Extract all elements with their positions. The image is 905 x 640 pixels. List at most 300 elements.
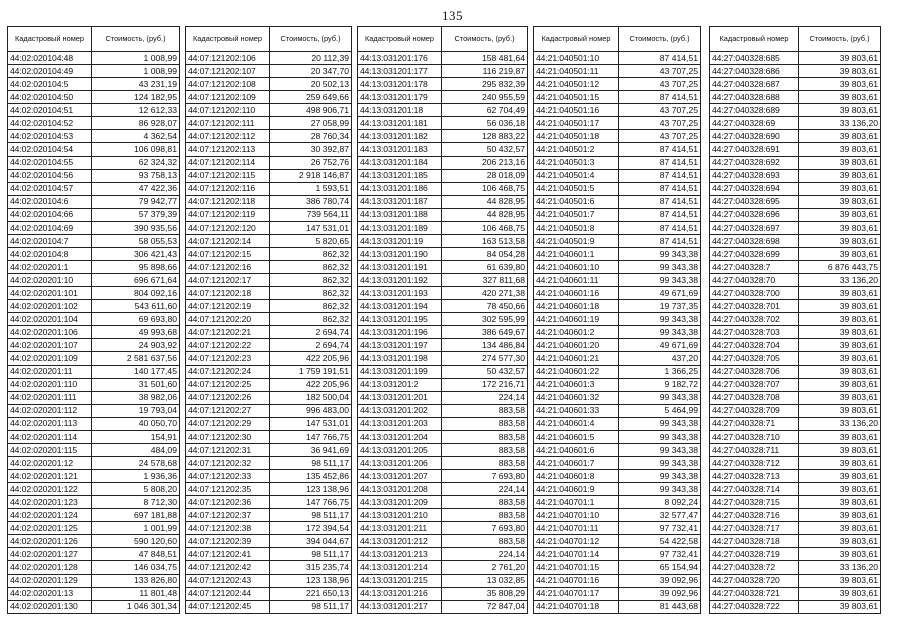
- table-row: [8, 156, 180, 169]
- cost-cell: 43 707,25: [619, 130, 701, 143]
- table-row: [8, 143, 180, 156]
- cadastral-number-cell: 44:07:121202:17: [186, 274, 270, 287]
- table-row: [8, 78, 180, 91]
- cost-cell: 99 343,38: [619, 247, 701, 260]
- header-cost: Стоимость, (руб.): [92, 27, 180, 52]
- cadastral-number-cell: 44:07:121202:18: [186, 287, 270, 300]
- cost-cell: 50 432,57: [442, 143, 528, 156]
- cost-cell: 39 803,61: [799, 600, 881, 613]
- cadastral-number-cell: 44:13:031201:188: [358, 208, 442, 221]
- cadastral-number-cell: 44:27:040328:718: [710, 535, 799, 548]
- cadastral-number-cell: 44:27:040328:686: [710, 65, 799, 78]
- cadastral-number-cell: 44:13:031201:212: [358, 535, 442, 548]
- table-row: [358, 600, 528, 613]
- cadastral-number-cell: 44:27:040328:713: [710, 470, 799, 483]
- cadastral-number-cell: 44:21:040601:3: [534, 378, 619, 391]
- table-row: [8, 221, 180, 234]
- cost-cell: 5 820,65: [270, 234, 352, 247]
- table-row: [358, 443, 528, 456]
- cadastral-number-cell: 44:21:040701:18: [534, 600, 619, 613]
- cadastral-number-cell: 44:13:031201:203: [358, 417, 442, 430]
- cadastral-number-cell: 44:13:031201:210: [358, 509, 442, 522]
- table-row: [534, 208, 701, 221]
- cadastral-number-cell: 44:21:040601:7: [534, 456, 619, 469]
- cost-cell: 306 421,43: [92, 247, 180, 260]
- table-row: [358, 404, 528, 417]
- table-row: [534, 274, 701, 287]
- cost-cell: 44 828,95: [442, 208, 528, 221]
- cadastral-number-cell: 44:02:020201:112: [8, 404, 92, 417]
- cadastral-number-cell: 44:07:121202:14: [186, 234, 270, 247]
- table-row: [534, 247, 701, 260]
- cost-cell: 163 513,58: [442, 234, 528, 247]
- cadastral-number-cell: 44:21:040501:5: [534, 182, 619, 195]
- cost-cell: 97 732,41: [619, 548, 701, 561]
- table-row: [186, 430, 352, 443]
- cost-cell: 2 694,74: [270, 326, 352, 339]
- cost-cell: 39 803,61: [799, 78, 881, 91]
- cadastral-number-cell: 44:21:040501:4: [534, 169, 619, 182]
- table-row: [534, 561, 701, 574]
- cost-cell: 35 808,29: [442, 587, 528, 600]
- table-row: [534, 391, 701, 404]
- cadastral-number-cell: 44:27:040328:697: [710, 221, 799, 234]
- cadastral-number-cell: 44:02:020104:51: [8, 104, 92, 117]
- cadastral-number-cell: 44:02:020201:127: [8, 548, 92, 561]
- cost-cell: 420 271,38: [442, 287, 528, 300]
- cost-cell: 123 138,96: [270, 483, 352, 496]
- table-row: [358, 574, 528, 587]
- cost-cell: 39 803,61: [799, 247, 881, 260]
- cost-cell: 99 343,38: [619, 417, 701, 430]
- cadastral-number-cell: 44:13:031201:214: [358, 561, 442, 574]
- table-row: [710, 261, 881, 274]
- cost-cell: 39 803,61: [799, 208, 881, 221]
- cadastral-number-cell: 44:02:020201:123: [8, 496, 92, 509]
- cost-cell: 274 577,30: [442, 352, 528, 365]
- header-cost: Стоимость, (руб.): [799, 27, 881, 52]
- cadastral-number-cell: 44:07:121202:22: [186, 339, 270, 352]
- cost-cell: 158 481,64: [442, 52, 528, 65]
- cadastral-number-cell: 44:27:040328:710: [710, 430, 799, 443]
- cost-cell: 106 098,81: [92, 143, 180, 156]
- cadastral-number-cell: 44:07:121202:119: [186, 208, 270, 221]
- table-row: [186, 365, 352, 378]
- cadastral-number-cell: 44:02:020201:107: [8, 339, 92, 352]
- cost-cell: 39 092,96: [619, 587, 701, 600]
- cost-cell: 7 693,80: [442, 470, 528, 483]
- cost-cell: 39 803,61: [799, 221, 881, 234]
- cost-cell: 996 483,00: [270, 404, 352, 417]
- table-row: [8, 313, 180, 326]
- cadastral-number-cell: 44:07:121202:16: [186, 261, 270, 274]
- cost-cell: 386 780,74: [270, 195, 352, 208]
- cost-cell: 99 343,38: [619, 483, 701, 496]
- table-row: [534, 574, 701, 587]
- cadastral-number-cell: 44:27:040328:701: [710, 300, 799, 313]
- cost-cell: 97 732,41: [619, 522, 701, 535]
- cost-cell: 6 876 443,75: [799, 261, 881, 274]
- cost-cell: 1 008,99: [92, 52, 180, 65]
- cost-cell: 87 414,51: [619, 91, 701, 104]
- table-row: [186, 156, 352, 169]
- table-row: [186, 274, 352, 287]
- cadastral-number-cell: 44:13:031201:181: [358, 117, 442, 130]
- cadastral-number-cell: 44:07:121202:33: [186, 470, 270, 483]
- cost-cell: 224,14: [442, 483, 528, 496]
- cost-cell: 86 928,07: [92, 117, 180, 130]
- table-row: [534, 509, 701, 522]
- cadastral-number-cell: 44:27:040328:707: [710, 378, 799, 391]
- cadastral-number-cell: 44:27:040328:712: [710, 456, 799, 469]
- cadastral-number-cell: 44:07:121202:112: [186, 130, 270, 143]
- cost-cell: 39 803,61: [799, 404, 881, 417]
- cadastral-number-cell: 44:07:121202:32: [186, 456, 270, 469]
- cost-cell: 883,58: [442, 417, 528, 430]
- cadastral-number-cell: 44:21:040601:10: [534, 261, 619, 274]
- cadastral-table: [357, 26, 528, 614]
- table-row: [186, 117, 352, 130]
- cost-cell: 47 422,36: [92, 182, 180, 195]
- cadastral-number-cell: 44:21:040601:19: [534, 313, 619, 326]
- cost-cell: 24 578,68: [92, 456, 180, 469]
- table-row: [358, 587, 528, 600]
- cost-cell: 20 347,70: [270, 65, 352, 78]
- table-row: [358, 365, 528, 378]
- table-row: [186, 313, 352, 326]
- cadastral-number-cell: 44:21:040501:17: [534, 117, 619, 130]
- cadastral-number-cell: 44:21:040501:7: [534, 208, 619, 221]
- cost-cell: 862,32: [270, 300, 352, 313]
- header-cadastral-number: Кадастровый номер: [8, 27, 92, 52]
- cadastral-number-cell: 44:13:031201:206: [358, 456, 442, 469]
- cost-cell: 54 422,58: [619, 535, 701, 548]
- cost-cell: 39 803,61: [799, 143, 881, 156]
- table-row: [358, 117, 528, 130]
- cost-cell: 172 216,71: [442, 378, 528, 391]
- cadastral-number-cell: 44:13:031201:178: [358, 78, 442, 91]
- table-row: [534, 261, 701, 274]
- cadastral-number-cell: 44:02:020201:13: [8, 587, 92, 600]
- cost-cell: 696 671,64: [92, 274, 180, 287]
- table-row: [8, 456, 180, 469]
- cost-cell: 33 136,20: [799, 417, 881, 430]
- table-row: [186, 52, 352, 65]
- cadastral-number-cell: 44:13:031201:207: [358, 470, 442, 483]
- cost-cell: 20 502,13: [270, 78, 352, 91]
- cost-cell: 39 803,61: [799, 391, 881, 404]
- cost-cell: 883,58: [442, 443, 528, 456]
- table-header-row: [358, 27, 528, 52]
- table-row: [710, 247, 881, 260]
- cadastral-number-cell: 44:27:040328:722: [710, 600, 799, 613]
- cost-cell: 39 803,61: [799, 287, 881, 300]
- table-row: [534, 104, 701, 117]
- table-row: [8, 339, 180, 352]
- table-row: [8, 208, 180, 221]
- table-row: [710, 208, 881, 221]
- cost-cell: 99 343,38: [619, 261, 701, 274]
- cost-cell: 33 136,20: [799, 117, 881, 130]
- cost-cell: 39 803,61: [799, 548, 881, 561]
- cost-cell: 43 707,25: [619, 104, 701, 117]
- cadastral-number-cell: 44:21:040701:12: [534, 535, 619, 548]
- cost-cell: 883,58: [442, 535, 528, 548]
- table-row: [8, 561, 180, 574]
- cost-cell: 39 803,61: [799, 91, 881, 104]
- cost-cell: 87 414,51: [619, 156, 701, 169]
- cost-cell: 862,32: [270, 313, 352, 326]
- cost-cell: 240 955,59: [442, 91, 528, 104]
- table-row: [358, 195, 528, 208]
- table-row: [358, 483, 528, 496]
- cadastral-number-cell: 44:07:121202:116: [186, 182, 270, 195]
- cadastral-number-cell: 44:27:040328:688: [710, 91, 799, 104]
- cadastral-number-cell: 44:07:121202:38: [186, 522, 270, 535]
- table-row: [358, 78, 528, 91]
- table-row: [186, 78, 352, 91]
- cost-cell: 116 219,87: [442, 65, 528, 78]
- cadastral-number-cell: 44:27:040328:698: [710, 234, 799, 247]
- table-row: [358, 52, 528, 65]
- cadastral-number-cell: 44:13:031201:208: [358, 483, 442, 496]
- cost-cell: 224,14: [442, 391, 528, 404]
- table-row: [358, 313, 528, 326]
- cadastral-number-cell: 44:13:031201:176: [358, 52, 442, 65]
- cadastral-number-cell: 44:13:031201:195: [358, 313, 442, 326]
- cost-cell: 739 564,11: [270, 208, 352, 221]
- table-row: [710, 574, 881, 587]
- cadastral-number-cell: 44:21:040601:8: [534, 470, 619, 483]
- cost-cell: 39 803,61: [799, 156, 881, 169]
- cost-cell: 69 693,80: [92, 313, 180, 326]
- cadastral-number-cell: 44:21:040701:14: [534, 548, 619, 561]
- cost-cell: 78 450,66: [442, 300, 528, 313]
- cost-cell: 133 826,80: [92, 574, 180, 587]
- cadastral-number-cell: 44:27:040328:705: [710, 352, 799, 365]
- table-row: [358, 261, 528, 274]
- cadastral-number-cell: 44:13:031201:197: [358, 339, 442, 352]
- table-row: [534, 169, 701, 182]
- table-row: [534, 600, 701, 613]
- cost-cell: 1 936,36: [92, 470, 180, 483]
- table-row: [8, 287, 180, 300]
- cadastral-number-cell: 44:27:040328:715: [710, 496, 799, 509]
- cadastral-number-cell: 44:21:040601:18: [534, 300, 619, 313]
- table-row: [186, 587, 352, 600]
- cost-cell: 98 511,17: [270, 548, 352, 561]
- table-row: [534, 156, 701, 169]
- cadastral-number-cell: 44:07:121202:37: [186, 509, 270, 522]
- table-row: [710, 156, 881, 169]
- header-cost: Стоимость, (руб.): [270, 27, 352, 52]
- cadastral-number-cell: 44:27:040328:693: [710, 169, 799, 182]
- table-row: [534, 404, 701, 417]
- cost-cell: 20 112,39: [270, 52, 352, 65]
- cost-cell: 24 903,92: [92, 339, 180, 352]
- cadastral-number-cell: 44:07:121202:118: [186, 195, 270, 208]
- table-row: [186, 483, 352, 496]
- cadastral-number-cell: 44:02:020201:129: [8, 574, 92, 587]
- table-row: [710, 430, 881, 443]
- cost-cell: 49 671,69: [619, 287, 701, 300]
- cost-cell: 327 811,68: [442, 274, 528, 287]
- table-row: [710, 587, 881, 600]
- cadastral-number-cell: 44:13:031201:2: [358, 378, 442, 391]
- cost-cell: 87 414,51: [619, 221, 701, 234]
- cost-cell: 58 055,53: [92, 234, 180, 247]
- table-row: [8, 52, 180, 65]
- cost-cell: 147 766,75: [270, 496, 352, 509]
- cost-cell: 11 801,48: [92, 587, 180, 600]
- cadastral-number-cell: 44:27:040328:714: [710, 483, 799, 496]
- cost-cell: 804 092,16: [92, 287, 180, 300]
- table-row: [8, 300, 180, 313]
- table-row: [186, 456, 352, 469]
- table-row: [186, 417, 352, 430]
- table-row: [186, 195, 352, 208]
- table-row: [358, 470, 528, 483]
- cost-cell: 39 803,61: [799, 52, 881, 65]
- cost-cell: 2 694,74: [270, 339, 352, 352]
- cost-cell: 98 511,17: [270, 600, 352, 613]
- table-row: [358, 326, 528, 339]
- cadastral-number-cell: 44:02:020201:121: [8, 470, 92, 483]
- table-row: [186, 574, 352, 587]
- cadastral-number-cell: 44:21:040701:11: [534, 522, 619, 535]
- table-row: [8, 535, 180, 548]
- table-row: [8, 600, 180, 613]
- cadastral-number-cell: 44:13:031201:205: [358, 443, 442, 456]
- cost-cell: 87 414,51: [619, 208, 701, 221]
- table-row: [534, 456, 701, 469]
- cost-cell: 302 595,99: [442, 313, 528, 326]
- cadastral-number-cell: 44:27:040328:72: [710, 561, 799, 574]
- cost-cell: 39 803,61: [799, 456, 881, 469]
- cadastral-number-cell: 44:13:031201:19: [358, 234, 442, 247]
- table-row: [358, 234, 528, 247]
- cost-cell: 99 343,38: [619, 326, 701, 339]
- table-row: [710, 182, 881, 195]
- cost-cell: 87 414,51: [619, 169, 701, 182]
- table-row: [358, 208, 528, 221]
- cadastral-number-cell: 44:02:020104:66: [8, 208, 92, 221]
- cost-cell: 79 942,77: [92, 195, 180, 208]
- table-row: [534, 535, 701, 548]
- cost-cell: 124 182,95: [92, 91, 180, 104]
- cadastral-number-cell: 44:02:020104:8: [8, 247, 92, 260]
- cadastral-number-cell: 44:02:020104:55: [8, 156, 92, 169]
- cadastral-number-cell: 44:13:031201:185: [358, 169, 442, 182]
- table-row: [710, 365, 881, 378]
- cadastral-number-cell: 44:02:020104:50: [8, 91, 92, 104]
- cadastral-number-cell: 44:13:031201:186: [358, 182, 442, 195]
- table-row: [534, 65, 701, 78]
- cadastral-number-cell: 44:21:040601:22: [534, 365, 619, 378]
- cost-cell: 43 707,25: [619, 65, 701, 78]
- cost-cell: 9 182,72: [619, 378, 701, 391]
- cadastral-number-cell: 44:07:121202:111: [186, 117, 270, 130]
- cadastral-number-cell: 44:13:031201:189: [358, 221, 442, 234]
- cost-cell: 50 432,57: [442, 365, 528, 378]
- cost-cell: 134 486,84: [442, 339, 528, 352]
- table-row: [186, 300, 352, 313]
- cost-cell: 39 803,61: [799, 195, 881, 208]
- table-row: [358, 221, 528, 234]
- table-row: [534, 496, 701, 509]
- cost-cell: 422 205,96: [270, 352, 352, 365]
- table-row: [710, 391, 881, 404]
- cost-cell: 98 511,17: [270, 509, 352, 522]
- cadastral-tables: [0, 26, 905, 640]
- cadastral-number-cell: 44:02:020104:57: [8, 182, 92, 195]
- cadastral-number-cell: 44:07:121202:20: [186, 313, 270, 326]
- table-row: [8, 65, 180, 78]
- table-row: [710, 78, 881, 91]
- cadastral-number-cell: 44:07:121202:106: [186, 52, 270, 65]
- cost-cell: 44 828,95: [442, 195, 528, 208]
- cadastral-number-cell: 44:02:020201:126: [8, 535, 92, 548]
- cost-cell: 123 138,96: [270, 574, 352, 587]
- cost-cell: 36 941,69: [270, 443, 352, 456]
- table-row: [186, 404, 352, 417]
- table-row: [8, 470, 180, 483]
- table-row: [358, 104, 528, 117]
- table-row: [534, 182, 701, 195]
- cost-cell: 87 414,51: [619, 195, 701, 208]
- cadastral-number-cell: 44:13:031201:211: [358, 522, 442, 535]
- table-row: [8, 365, 180, 378]
- cadastral-number-cell: 44:27:040328:690: [710, 130, 799, 143]
- table-row: [710, 496, 881, 509]
- table-row: [710, 104, 881, 117]
- cadastral-number-cell: 44:21:040501:2: [534, 143, 619, 156]
- cadastral-number-cell: 44:21:040501:12: [534, 78, 619, 91]
- cadastral-number-cell: 44:07:121202:24: [186, 365, 270, 378]
- cost-cell: 140 177,45: [92, 365, 180, 378]
- cadastral-number-cell: 44:27:040328:709: [710, 404, 799, 417]
- cadastral-number-cell: 44:27:040328:706: [710, 365, 799, 378]
- table-row: [710, 561, 881, 574]
- table-row: [358, 169, 528, 182]
- table-row: [534, 52, 701, 65]
- table-row: [358, 143, 528, 156]
- cost-cell: 39 803,61: [799, 496, 881, 509]
- cadastral-number-cell: 44:02:020201:12: [8, 456, 92, 469]
- header-cadastral-number: Кадастровый номер: [358, 27, 442, 52]
- cost-cell: 146 034,75: [92, 561, 180, 574]
- table-row: [710, 130, 881, 143]
- cost-cell: 1 046 301,34: [92, 600, 180, 613]
- cost-cell: 147 531,01: [270, 417, 352, 430]
- cadastral-number-cell: 44:02:020201:125: [8, 522, 92, 535]
- table-row: [186, 548, 352, 561]
- cost-cell: 28 018,09: [442, 169, 528, 182]
- cost-cell: 39 803,61: [799, 574, 881, 587]
- table-row: [358, 247, 528, 260]
- cadastral-number-cell: 44:21:040601:21: [534, 352, 619, 365]
- cost-cell: 543 611,60: [92, 300, 180, 313]
- table-row: [186, 143, 352, 156]
- table-row: [186, 496, 352, 509]
- cost-cell: 95 898,66: [92, 261, 180, 274]
- table-row: [534, 483, 701, 496]
- table-row: [186, 470, 352, 483]
- table-row: [710, 287, 881, 300]
- table-row: [534, 417, 701, 430]
- table-row: [8, 417, 180, 430]
- cadastral-number-cell: 44:07:121202:45: [186, 600, 270, 613]
